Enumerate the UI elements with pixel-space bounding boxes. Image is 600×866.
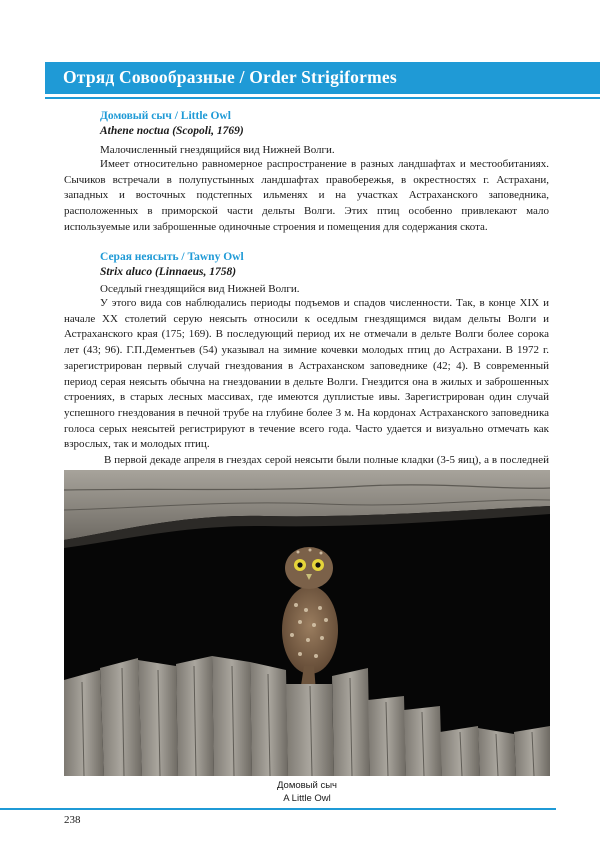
tawny-owl-latin-name: Strix aluco (Linnaeus, 1758) xyxy=(100,266,237,278)
photo-caption-en: A Little Owl xyxy=(283,793,331,804)
tawny-owl-paragraph: У этого вида сов наблюдались периоды подъемов и спадов численности. Так, в конце XIX и начале XX столетий серую неясыть относили к оседлым гнездящимся видам дельты Волги и Астраханского края (175; 169). В последующий период их не отмечали в дельте Волги более сорока лет (43; 96). Г.П.Дементьев (54) указывал на зимние кочевки молодых птиц до Астрахани. В 1972 г. зарегистрирован первый случай гнездования в Астраханском заповеднике (42; 4). В современный период серая неясыть обычна на гнездовании в дельте Волги. Гнездится она в жилых и заброшенных строениях, в старых лесных массивах, где имеются дуплистые ивы. Зарегистрирован один случай успешного гнездования в печной трубе на глубине более 3 м. На кордонах Астраханского заповедника голоса серых неясытей регистрируют в течение всего года. Часто удается и визуально отмечать как взрослых, так и молодых птиц. xyxy=(64,297,549,451)
tawny-owl-intro: Оседлый гнездящийся вид Нижней Волги. xyxy=(100,283,300,295)
chapter-header-band xyxy=(45,62,600,94)
footer-rule xyxy=(0,808,556,810)
tawny-owl-paragraph-2: В первой декаде апреля в гнездах серой неясыти были полные кладки (3-5 яиц), а в последней xyxy=(104,454,549,467)
little-owl-photo xyxy=(64,470,550,776)
page-number: 238 xyxy=(64,814,81,826)
header-rule xyxy=(45,97,600,99)
little-owl-paragraph: Имеет относительно равномерное распространение в разных ландшафтах и местообитаниях. Сычиков встречали в полупустынных ландшафтах правобережья, в окрестностях г. Астрахани, западных и восточных подстепных ильменях и на участках Астраханского заповедника, расположенных в приморской части дельты Волги. Этих птиц особенно привлекают мало используемые или заброшенные одиночные строения и помещения для содержания скота. xyxy=(64,158,549,233)
tawny-owl-body xyxy=(64,296,549,484)
little-owl-latin-name: Athene noctua (Scopoli, 1769) xyxy=(100,125,244,137)
little-owl-body xyxy=(64,157,549,236)
little-owl-title: Домовый сыч / Little Owl xyxy=(100,110,231,122)
photo-caption-ru: Домовый сыч xyxy=(277,780,337,791)
tawny-owl-title: Серая неясыть / Tawny Owl xyxy=(100,251,244,263)
little-owl-intro: Малочисленный гнездящийся вид Нижней Волги. xyxy=(100,144,335,156)
chapter-title: Отряд Совообразные / Order Strigiformes xyxy=(63,67,397,87)
